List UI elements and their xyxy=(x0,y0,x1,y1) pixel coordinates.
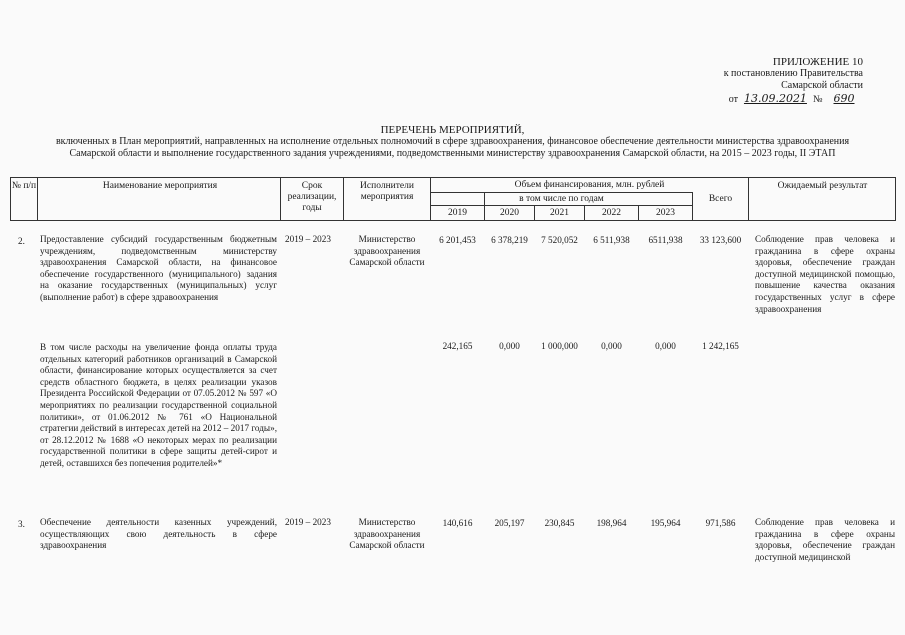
row-value-2019: 242,165 xyxy=(442,341,473,351)
header-term: Срок реализации, годы xyxy=(287,181,337,213)
row-value-2022: 198,964 xyxy=(596,518,627,528)
from-label: от xyxy=(728,94,738,105)
row-num: 2. xyxy=(18,236,25,246)
row-value-2023: 195,964 xyxy=(650,518,681,528)
row-value-2023: 0,000 xyxy=(655,341,676,351)
row-value-2022: 6 511,938 xyxy=(593,235,630,245)
header-year-2022: 2022 xyxy=(602,208,621,218)
header-year-2019: 2019 xyxy=(448,208,467,218)
header-num: № п/п xyxy=(11,181,37,191)
header-year-2020: 2020 xyxy=(500,208,519,218)
heading-line1: включенных в План мероприятий, направленных на исполнение отдельных полномочий в сфере здравоохранения, финансовое обеспечение деятельности министерства здравоохранения xyxy=(55,136,850,147)
handwritten-date: 13.09.2021 xyxy=(743,92,807,105)
row-name: Предоставление субсидий государственным бюджетным учреждениям, подведомственным министерству здравоохранения Самарской области, на финансовое обеспечение государственного (муниципального) задания на оказание государственных (муниципальных) услуг (выполнение работ) в сфере здравоохранения xyxy=(40,234,277,302)
number-label: № xyxy=(812,94,823,105)
row-result: Соблюдение прав человека и гражданина в сфере охраны здоровья, обеспечение граждан доступной медицинской xyxy=(755,517,895,562)
row-total: 33 123,600 xyxy=(699,235,742,245)
row-total: 971,586 xyxy=(705,518,736,528)
heading-line2: Самарской области и выполнение государственного задания учреждениями, подведомственными министерству здравоохранения Самарской области, на 2015 – 2023 годы, II ЭТАП xyxy=(69,148,836,159)
row-result: Соблюдение прав человека и гражданина в сфере охраны здоровья, обеспечение граждан доступной медицинской помощью, повышение качества оказания государственных услуг в сфере здравоохранения xyxy=(755,234,895,314)
row-executor: Министерство здравоохранения Самарской области xyxy=(349,234,425,268)
handwritten-number: 690 xyxy=(833,92,855,105)
row-value-2022: 0,000 xyxy=(601,341,622,351)
row-value-2019: 140,616 xyxy=(442,518,473,528)
row-executor: Министерство здравоохранения Самарской области xyxy=(349,517,425,551)
row-value-2020: 6 378,219 xyxy=(491,235,528,245)
appendix-line2: Самарской области xyxy=(781,80,863,91)
row-value-2021: 230,845 xyxy=(544,518,575,528)
header-year-2023: 2023 xyxy=(656,208,675,218)
row-term: 2019 – 2023 xyxy=(285,234,331,244)
header-by-years: в том числе по годам xyxy=(519,194,604,204)
header-year-2021: 2021 xyxy=(550,208,569,218)
row-value-2019: 6 201,453 xyxy=(439,235,476,245)
header-executors: Исполнители мероприятия xyxy=(360,181,414,202)
header-name: Наименование мероприятия xyxy=(102,181,218,191)
heading-title: ПЕРЕЧЕНЬ МЕРОПРИЯТИЙ, xyxy=(380,124,525,136)
row-total: 1 242,165 xyxy=(702,341,739,351)
appendix-title: ПРИЛОЖЕНИЕ 10 xyxy=(772,56,863,68)
row-value-2023: 6511,938 xyxy=(648,235,683,245)
row-name: В том числе расходы на увеличение фонда оплаты труда отдельных категорий работников организаций в Самарской области, финансирование которых осуществляется за счет средств областного бюджета, в целях реализации указов Президента Российской Федерации от 07.05.2012 № 597 «О мероприятиях по реализации государственной социальной политики», от 01.06.2012 № 761 «О Национальной стратегии действий в интересах детей на 2012 – 2017 годы», от 28.12.2012 № 1688 «О некоторых мерах по реализации государственной политики в сфере защиты детей-сирот и детей, оставшихся без попечения родителей»* xyxy=(40,342,277,468)
row-value-2020: 0,000 xyxy=(499,341,520,351)
row-name: Обеспечение деятельности казенных учреждений, осуществляющих свою деятельность в сфере здравоохранения xyxy=(40,517,277,551)
appendix-block xyxy=(603,56,863,106)
row-value-2021: 1 000,000 xyxy=(541,341,578,351)
row-value-2020: 205,197 xyxy=(494,518,525,528)
header-result: Ожидаемый результат xyxy=(777,181,868,191)
appendix-line1: к постановлению Правительства xyxy=(723,68,863,79)
document-heading xyxy=(0,124,905,160)
header-total: Всего xyxy=(708,194,733,204)
header-funding: Объем финансирования, млн. рублей xyxy=(514,180,665,190)
row-term: 2019 – 2023 xyxy=(285,517,331,527)
row-value-2021: 7 520,052 xyxy=(541,235,578,245)
appendix-date-line xyxy=(603,93,863,106)
row-num: 3. xyxy=(18,519,25,529)
